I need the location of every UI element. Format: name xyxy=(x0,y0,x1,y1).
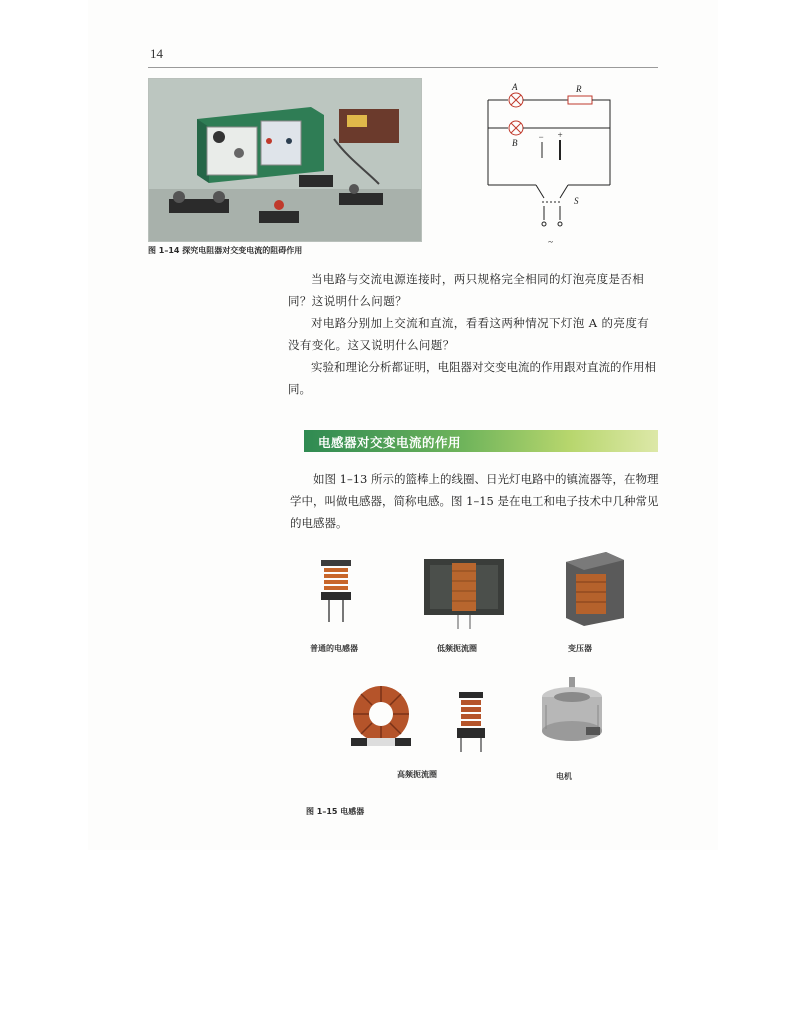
low-frequency-choke-image xyxy=(420,553,508,633)
lamp-a-label: A xyxy=(512,82,518,92)
motor-label: 电机 xyxy=(556,772,572,781)
figure-1-14-caption: 图 1–14 探究电阻器对交变电流的阻碍作用 xyxy=(148,246,303,255)
paragraph-conclusion: 实验和理论分析都证明，电阻器对交变电流的作用跟对直流的作用相同。 xyxy=(288,360,656,396)
paragraph-inductor-intro: 如图 1–13 所示的篮棒上的线圈、日光灯电路中的镇流器等，在物理学中，叫做电感器，简称电感。图 1–15 是在电工和电子技术中几种常见的电感器。 xyxy=(290,472,659,530)
resistor-label: R xyxy=(576,84,582,94)
section-title: 电感器对交变电流的作用 xyxy=(318,435,462,450)
high-frequency-choke-bobbin-image xyxy=(453,690,489,754)
dc-minus-label: − xyxy=(538,132,545,142)
circuit-diagram xyxy=(478,80,618,250)
common-inductor-image xyxy=(315,556,357,626)
page-number: 14 xyxy=(150,46,163,61)
header-rule xyxy=(148,67,658,68)
switch-label: S xyxy=(574,196,579,206)
high-frequency-choke-label: 高频扼流圈 xyxy=(397,770,437,779)
figure-1-15-caption: 图 1–15 电感器 xyxy=(306,807,365,816)
low-frequency-choke-label: 低频扼流圈 xyxy=(437,644,477,653)
paragraph-lamp-brightness: 当电路与交流电源连接时，两只规格完全相同的灯泡亮度是否相同？这说明什么问题？ xyxy=(288,272,645,308)
common-inductor-label: 普通的电感器 xyxy=(310,644,358,653)
transformer-label: 变压器 xyxy=(568,644,592,653)
lamp-b-label: B xyxy=(512,138,518,148)
transformer-image xyxy=(562,548,628,628)
dc-plus-label: + xyxy=(557,130,564,140)
section-header-bar xyxy=(304,430,658,452)
paragraph-ac-dc: 对电路分别加上交流和直流，看看这两种情况下灯泡 A 的亮度有没有变化。这又说明什么问题？ xyxy=(288,316,650,352)
motor-image xyxy=(532,675,612,755)
ac-label: ~ xyxy=(548,237,553,247)
high-frequency-choke-toroid-image xyxy=(345,682,417,754)
experiment-photo xyxy=(148,78,422,242)
